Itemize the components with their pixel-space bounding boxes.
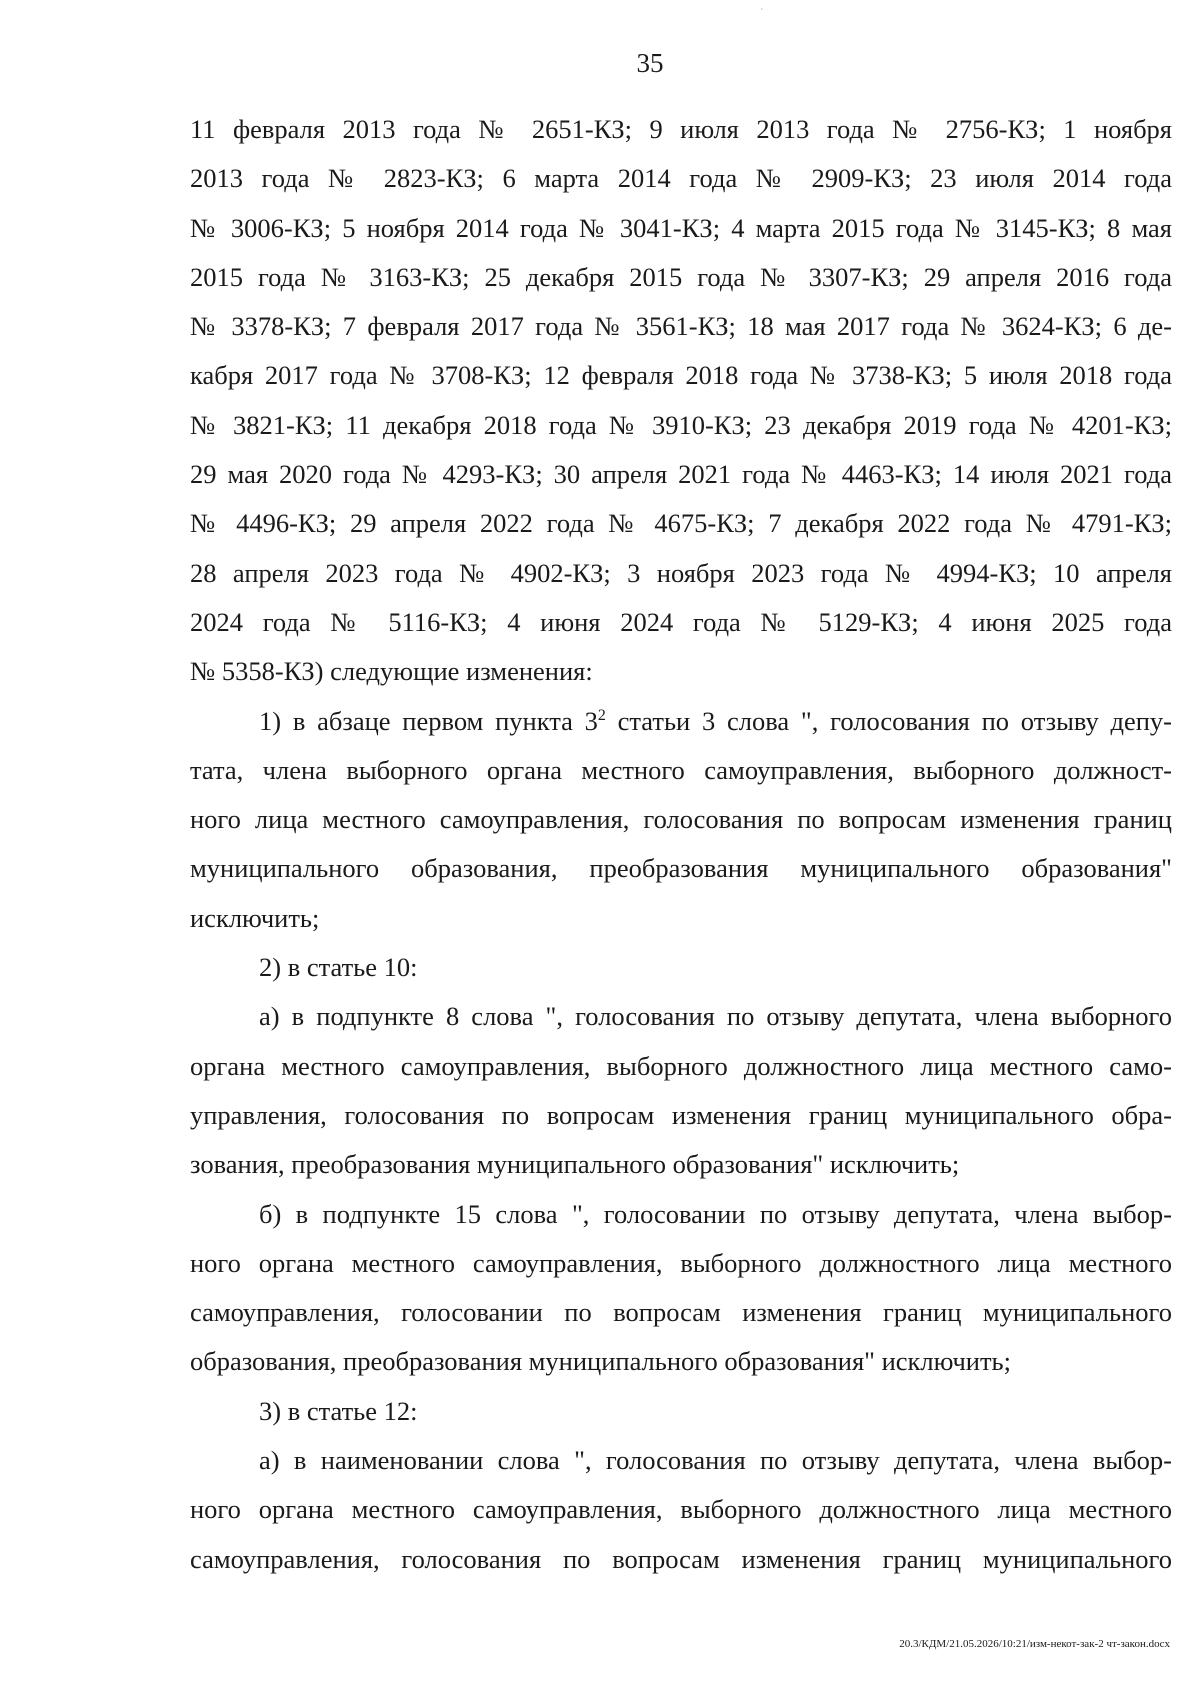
item-1-text-start: 1) в абзаце первом пункта 3 bbox=[259, 705, 598, 736]
text-line: 3) в статье 12: bbox=[259, 1395, 418, 1426]
text-line bbox=[190, 697, 1172, 746]
page-number: 35 bbox=[636, 48, 664, 78]
text-line: а) в наименовании слова ", голосования по отзыву депутата, члена выбор- bbox=[259, 1445, 1172, 1476]
text-line: 2015 года № 3163-КЗ; 25 декабря 2015 года № 3307-КЗ; 29 апреля 2016 года bbox=[190, 261, 1172, 292]
intro-paragraph bbox=[190, 105, 1172, 697]
text-line: № 5358-КЗ) следующие изменения: bbox=[190, 656, 593, 687]
item-1-text-end: статьи 3 слова ", голосования по отзыву депу- bbox=[605, 705, 1172, 736]
text-line: органа местного самоуправления, выборного должностного лица местного само- bbox=[190, 1050, 1172, 1081]
document-body bbox=[190, 105, 1172, 1584]
text-line: 29 мая 2020 года № 4293-КЗ; 30 апреля 2021 года № 4463-КЗ; 14 июля 2021 года bbox=[190, 459, 1172, 490]
text-line: муниципального образования, преобразования муниципального образования" bbox=[190, 853, 1172, 884]
item-2-heading bbox=[190, 943, 1172, 992]
text-line: ного органа местного самоуправления, выборного должностного лица местного bbox=[190, 1494, 1172, 1525]
text-line: исключить; bbox=[190, 902, 320, 933]
text-line: тата, члена выборного органа местного самоуправления, выборного должност- bbox=[190, 754, 1172, 785]
text-line: 2024 года № 5116-КЗ; 4 июня 2024 года № 5129-КЗ; 4 июня 2025 года bbox=[190, 606, 1172, 637]
text-line: кабря 2017 года № 3708-КЗ; 12 февраля 2018 года № 3738-КЗ; 5 июля 2018 года bbox=[190, 360, 1172, 391]
text-line: ного органа местного самоуправления, выборного должностного лица местного bbox=[190, 1247, 1172, 1278]
text-line: 28 апреля 2023 года № 4902-КЗ; 3 ноября 2023 года № 4994-КЗ; 10 апреля bbox=[190, 557, 1172, 588]
text-line: зования, преобразования муниципального образования" исключить; bbox=[190, 1149, 960, 1180]
text-line: управления, голосования по вопросам изменения границ муниципального обра- bbox=[190, 1099, 1172, 1130]
item-2a-paragraph bbox=[190, 992, 1172, 1189]
text-line: 2) в статье 10: bbox=[259, 952, 418, 983]
item-3a-paragraph bbox=[190, 1436, 1172, 1584]
text-line: № 3821-КЗ; 11 декабря 2018 года № 3910-КЗ; 23 декабря 2019 года № 4201-КЗ; bbox=[190, 409, 1172, 440]
text-line: б) в подпункте 15 слова ", голосовании по отзыву депутата, члена выбор- bbox=[259, 1198, 1172, 1229]
text-line: самоуправления, голосовании по вопросам изменения границ муниципального bbox=[190, 1297, 1172, 1328]
text-line: а) в подпункте 8 слова ", голосования по отзыву депутата, члена выборного bbox=[259, 1001, 1172, 1032]
text-line: 2013 года № 2823-КЗ; 6 марта 2014 года № 2909-КЗ; 23 июля 2014 года bbox=[190, 163, 1172, 194]
text-line: 11 февраля 2013 года № 2651-КЗ; 9 июля 2013 года № 2756-КЗ; 1 ноября bbox=[190, 114, 1172, 144]
text-line: № 4496-КЗ; 29 апреля 2022 года № 4675-КЗ; 7 декабря 2022 года № 4791-КЗ; bbox=[190, 508, 1172, 539]
text-line: № 3378-КЗ; 7 февраля 2017 года № 3561-КЗ; 18 мая 2017 года № 3624-КЗ; 6 де- bbox=[190, 311, 1172, 342]
text-line: № 3006-КЗ; 5 ноября 2014 года № 3041-КЗ; 4 марта 2015 года № 3145-КЗ; 8 мая bbox=[190, 212, 1172, 243]
item-1-paragraph bbox=[190, 697, 1172, 943]
scan-speck: ´ bbox=[760, 8, 764, 19]
text-line: ного лица местного самоуправления, голосования по вопросам изменения границ bbox=[190, 804, 1172, 835]
text-line: образования, преобразования муниципального образования" исключить; bbox=[190, 1346, 1011, 1377]
document-footer: 20.3/КДМ/21.05.2026/10:21/изм-некот-зак-2 чт-закон.docx bbox=[899, 1638, 1170, 1650]
text-line: самоуправления, голосования по вопросам изменения границ муниципального bbox=[190, 1543, 1172, 1574]
item-2b-paragraph bbox=[190, 1190, 1172, 1387]
superscript: 2 bbox=[597, 706, 606, 724]
item-3-heading bbox=[190, 1387, 1172, 1436]
